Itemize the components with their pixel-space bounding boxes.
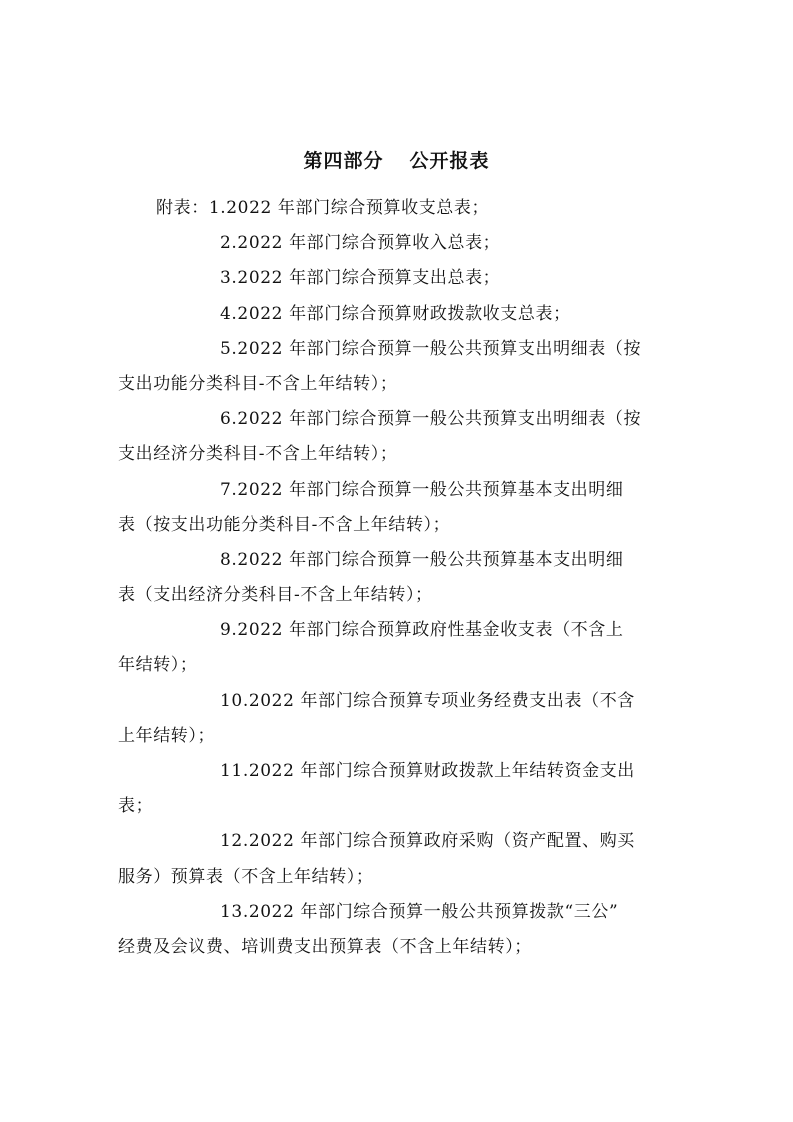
appendix-item-6	[118, 402, 678, 437]
list-item-text: 6.2022 年部门综合预算一般公共预算支出明细表（按	[220, 409, 642, 430]
appendix-item-8	[118, 543, 678, 578]
list-item-text: 7.2022 年部门综合预算一般公共预算基本支出明细	[220, 479, 624, 500]
list-item-text: 表（支出经济分类科目-不含上年结转）；	[118, 585, 433, 606]
appendix-item-5-continued	[118, 367, 678, 402]
list-item-text: 支出功能分类科目-不含上年结转）；	[118, 373, 398, 394]
appendix-item-7-continued	[118, 508, 678, 543]
appendix-item-10-continued	[118, 719, 678, 754]
list-item-text: 8.2022 年部门综合预算一般公共预算基本支出明细	[220, 549, 624, 570]
list-item-text: 服务）预算表（不含上年结转）；	[118, 866, 374, 887]
section-title-heading: 公开报表	[409, 150, 490, 172]
list-item-text: 年结转）；	[118, 655, 198, 676]
appendix-item-8-continued	[118, 578, 678, 613]
appendix-item-11-continued	[118, 789, 678, 824]
appendix-item-3	[118, 261, 678, 296]
list-item-text: 上年结转）；	[118, 725, 216, 746]
appendix-item-9-continued	[118, 648, 678, 683]
appendix-item-6-continued	[118, 437, 678, 472]
list-item-text: 9.2022 年部门综合预算政府性基金收支表（不含上	[220, 620, 624, 641]
appendix-item-13-continued	[118, 930, 678, 965]
list-item-text: 表；	[118, 796, 154, 817]
appendix-item-9	[118, 613, 678, 648]
appendix-item-4	[118, 297, 678, 332]
list-item-text: 1.2022 年部门综合预算收支总表；	[208, 198, 490, 218]
appendix-item-7	[118, 473, 678, 508]
appendix-item-11	[118, 754, 678, 789]
appendix-label: 附表：	[156, 198, 209, 218]
section-title	[0, 146, 793, 173]
appendix-item-2	[118, 226, 678, 261]
list-item-text: 2.2022 年部门综合预算收入总表；	[220, 233, 501, 254]
list-item-text: 支出经济分类科目-不含上年结转）；	[118, 444, 398, 465]
appendix-item-1	[118, 191, 678, 226]
list-item-text: 4.2022 年部门综合预算财政拨款收支总表；	[220, 303, 571, 324]
appendix-item-5	[118, 332, 678, 367]
list-item-text: 12.2022 年部门综合预算政府采购（资产配置、购买	[220, 831, 635, 852]
list-item-text: 表（按支出功能分类科目-不含上年结转）；	[118, 514, 451, 535]
section-title-part: 第四部分	[303, 150, 384, 172]
appendix-item-12	[118, 824, 678, 859]
list-item-text: 3.2022 年部门综合预算支出总表；	[220, 268, 501, 289]
list-item-text: 5.2022 年部门综合预算一般公共预算支出明细表（按	[220, 338, 642, 359]
appendix-item-12-continued	[118, 860, 678, 895]
appendix-list	[118, 191, 678, 965]
list-item-text: 经费及会议费、培训费支出预算表（不含上年结转）；	[118, 936, 532, 957]
list-item-text: 10.2022 年部门综合预算专项业务经费支出表（不含	[220, 690, 635, 711]
list-item-text: 11.2022 年部门综合预算财政拨款上年结转资金支出	[220, 761, 635, 781]
appendix-item-10	[118, 684, 678, 719]
list-item-text: 13.2022 年部门综合预算一般公共预算拨款“三公”	[220, 901, 619, 922]
appendix-item-13	[118, 895, 678, 930]
